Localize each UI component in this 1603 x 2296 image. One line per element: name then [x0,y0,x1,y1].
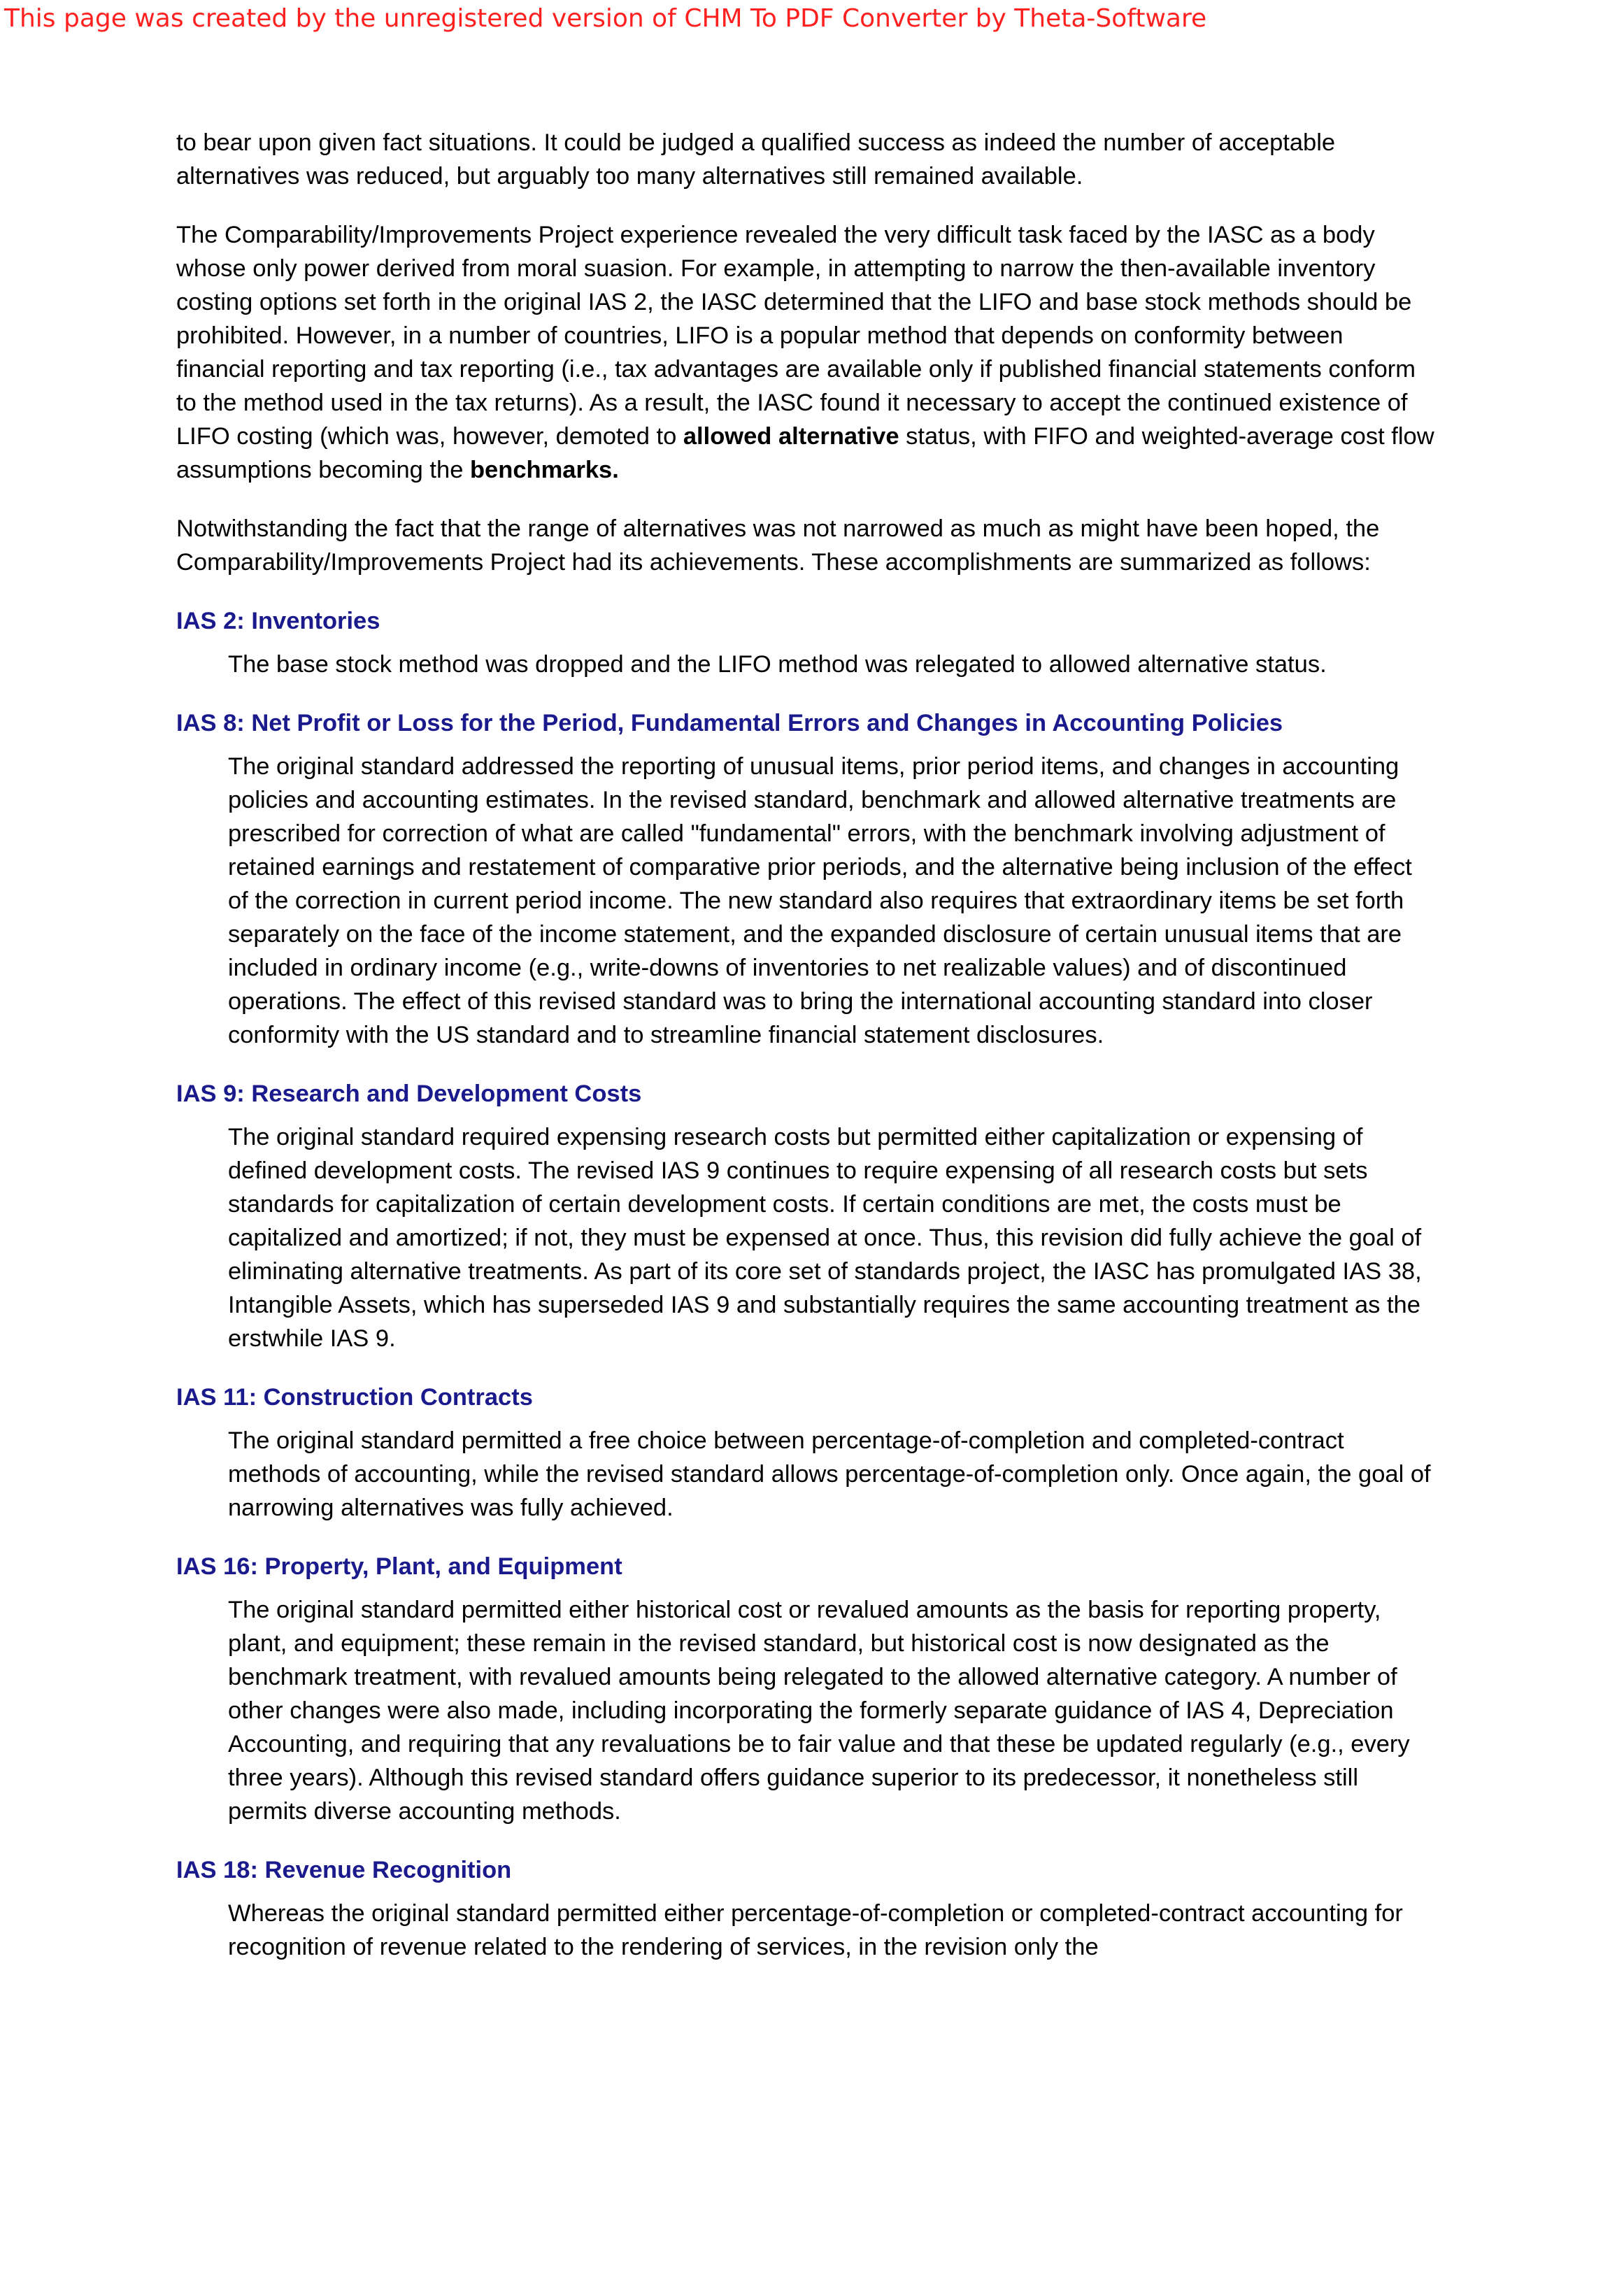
section-heading: IAS 16: Property, Plant, and Equipment [176,1553,622,1580]
converter-watermark: This page was created by the unregistered version of CHM To PDF Converter by Theta-Software [4,4,1207,33]
section-ias-9 [176,1077,1435,1355]
section-body: Whereas the original standard permitted either percentage-of-completion or completed-contract accounting for recognition of revenue related to the rendering of services, in the revision only the [228,1900,1403,1960]
section-body: The original standard permitted either historical cost or revalued amounts as the basis for reporting property, plant, and equipment; these remain in the revised standard, but historical cost is now designated as the benchmark treatment, with revalued amounts being relegated to the allowed alternative category. A number of other changes were also made, including incorporating the formerly separate guidance of IAS 4, Depreciation Accounting, and requiring that any revaluations be to fair value and that these be updated regularly (e.g., every three years). Although this revised standard offers guidance superior to its predecessor, it nonetheless still permits diverse accounting methods. [228,1597,1410,1825]
section-ias-18 [176,1853,1435,1964]
section-ias-16 [176,1550,1435,1828]
paragraph-text: The Comparability/Improvements Project experience revealed the very difficult task faced by the IASC as a body whose only power derived from moral suasion. For example, in attempting to narrow the then-available inventory costing options set forth in the original IAS 2, the IASC determined that the LIFO and base stock methods should be prohibited. However, in a number of countries, LIFO is a popular method that depends on conformity between financial reporting and tax reporting (i.e., tax advantages are available only if published financial statements conform to the method used in the tax returns). As a result, the IASC found it necessary to accept the continued existence of LIFO costing (which was, however, demoted to [176,222,1416,450]
section-body: The original standard required expensing research costs but permitted either capitalization or expensing of defined development costs. The revised IAS 9 continues to require expensing of all research costs but sets standards for capitalization of certain development costs. If certain conditions are met, the costs must be capitalized and amortized; if not, they must be expensed at once. Thus, this revision did fully achieve the goal of eliminating alternative treatments. As part of its core set of standards project, the IASC has promulgated IAS 38, Intangible Assets, which has superseded IAS 9 and substantially requires the same accounting treatment as the erstwhile IAS 9. [228,1124,1422,1352]
section-body: The original standard addressed the reporting of unusual items, prior period items, and changes in accounting policies and accounting estimates. In the revised standard, benchmark and allowed alternative treatments are prescribed for correction of what are called "fundamental" errors, with the benchmark involving adjustment of retained earnings and restatement of comparative prior periods, and the alternative being inclusion of the effect of the correction in current period income. The new standard also requires that extraordinary items be set forth separately on the face of the income statement, and the expanded disclosure of certain unusual items that are included in ordinary income (e.g., write-downs of inventories to net realizable values) and of discontinued operations. The effect of this revised standard was to bring the international accounting standard into closer conformity with the US standard and to streamline financial statement disclosures. [228,753,1412,1048]
section-heading: IAS 2: Inventories [176,608,380,634]
section-ias-2 [176,604,1435,681]
bold-term-allowed-alternative: allowed alternative [683,423,899,450]
section-ias-11 [176,1381,1435,1525]
section-heading: IAS 11: Construction Contracts [176,1384,533,1411]
section-body: The base stock method was dropped and the LIFO method was relegated to allowed alternative status. [228,651,1327,678]
section-heading: IAS 9: Research and Development Costs [176,1081,642,1107]
page-content [176,126,1435,1989]
section-heading: IAS 18: Revenue Recognition [176,1857,512,1883]
section-ias-8 [176,706,1435,1052]
intro-paragraph [176,218,1435,487]
bold-term-benchmarks: benchmarks. [469,457,619,483]
section-body: The original standard permitted a free choice between percentage-of-completion and completed-contract methods of accounting, while the revised standard allows percentage-of-completion only. Once again, the goal of narrowing alternatives was fully achieved. [228,1427,1431,1521]
paragraph-text: status, with FIFO and weighted-average cost flow assumptions becoming the [176,423,1434,483]
section-heading: IAS 8: Net Profit or Loss for the Period, Fundamental Errors and Changes in Accounting Policies [176,710,1283,736]
intro-paragraph: to bear upon given fact situations. It could be judged a qualified success as indeed the number of acceptable alternatives was reduced, but arguably too many alternatives still remained available. [176,129,1336,190]
intro-paragraph: Notwithstanding the fact that the range of alternatives was not narrowed as much as might have been hoped, the Comparability/Improvements Project had its achievements. These accomplishments are summarized as follows: [176,515,1380,576]
